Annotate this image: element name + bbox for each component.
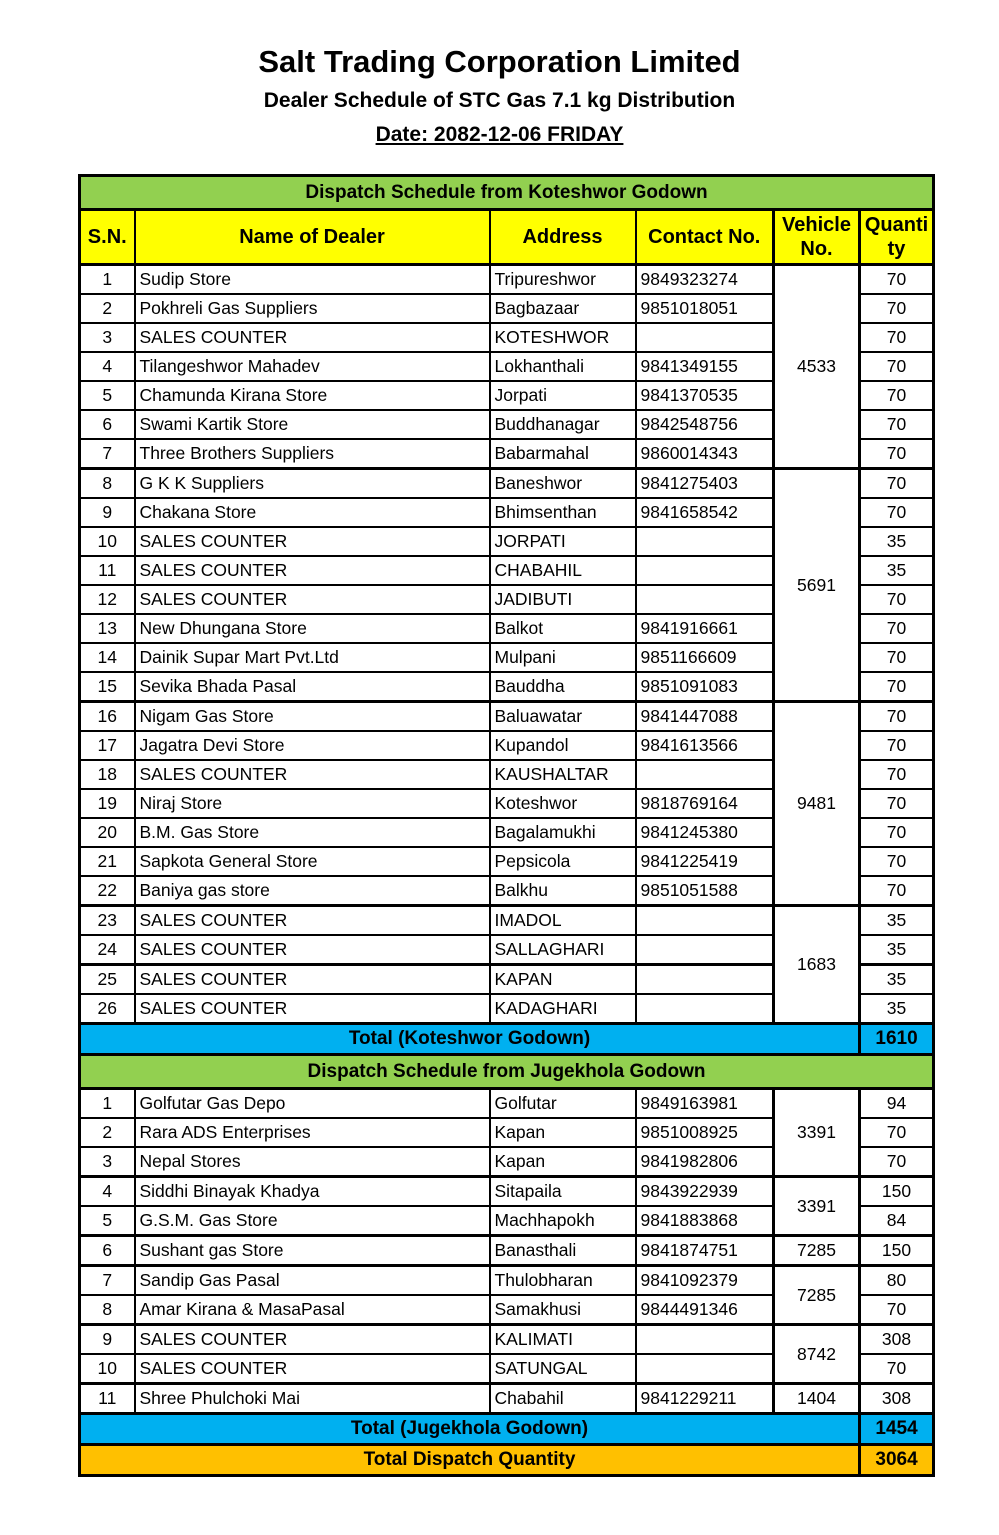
cell-quantity: 94 [860,1089,934,1119]
cell-quantity: 35 [860,994,934,1024]
cell-quantity: 84 [860,1206,934,1236]
section-header-row [80,1055,934,1089]
cell-quantity: 35 [860,906,934,936]
table-row [80,1177,934,1207]
cell-sn: 1 [80,1089,135,1119]
cell-name: Three Brothers Suppliers [135,439,490,469]
cell-address: Baluawatar [490,702,636,732]
cell-contact [636,527,774,556]
cell-address: Machhapokh [490,1206,636,1236]
cell-vehicle: 4533 [774,265,860,469]
cell-contact: 9841874751 [636,1236,774,1266]
cell-name: Chakana Store [135,498,490,527]
column-header-name: Name of Dealer [135,210,490,265]
cell-name: Chamunda Kirana Store [135,381,490,410]
cell-sn: 15 [80,672,135,702]
cell-address: Babarmahal [490,439,636,469]
cell-sn: 26 [80,994,135,1024]
cell-contact [636,760,774,789]
cell-quantity: 70 [860,643,934,672]
table-row [80,1236,934,1266]
cell-address: Bagbazaar [490,294,636,323]
cell-contact: 9851091083 [636,672,774,702]
cell-address: Buddhanagar [490,410,636,439]
cell-address: Bauddha [490,672,636,702]
cell-quantity: 35 [860,935,934,965]
grand-total-row [80,1445,934,1476]
cell-name: Sushant gas Store [135,1236,490,1266]
cell-address: KALIMATI [490,1325,636,1355]
section-total-label: Total (Jugekhola Godown) [80,1414,860,1445]
cell-vehicle: 8742 [774,1325,860,1384]
cell-contact: 9841275403 [636,469,774,499]
cell-vehicle: 5691 [774,469,860,702]
cell-address: Kapan [490,1118,636,1147]
cell-name: SALES COUNTER [135,1354,490,1384]
cell-quantity: 70 [860,760,934,789]
cell-address: Banasthali [490,1236,636,1266]
section-total-quantity: 1454 [860,1414,934,1445]
cell-name: G K K Suppliers [135,469,490,499]
cell-quantity: 70 [860,294,934,323]
cell-name: SALES COUNTER [135,323,490,352]
cell-address: SATUNGAL [490,1354,636,1384]
column-header-address: Address [490,210,636,265]
cell-name: SALES COUNTER [135,935,490,965]
cell-contact: 9818769164 [636,789,774,818]
cell-address: Koteshwor [490,789,636,818]
cell-name: SALES COUNTER [135,760,490,789]
cell-contact: 9841447088 [636,702,774,732]
cell-sn: 6 [80,410,135,439]
cell-address: Kupandol [490,731,636,760]
page-title: Salt Trading Corporation Limited [258,44,741,79]
cell-quantity: 70 [860,410,934,439]
cell-name: Golfutar Gas Depo [135,1089,490,1119]
cell-sn: 22 [80,876,135,906]
cell-quantity: 35 [860,965,934,995]
cell-contact [636,585,774,614]
cell-contact [636,994,774,1024]
dispatch-table [78,174,935,1477]
cell-address: KADAGHARI [490,994,636,1024]
cell-sn: 25 [80,965,135,995]
cell-address: JADIBUTI [490,585,636,614]
cell-quantity: 70 [860,1295,934,1325]
table-row [80,1325,934,1355]
cell-contact [636,906,774,936]
cell-address: Chabahil [490,1384,636,1414]
cell-contact [636,1325,774,1355]
table-row [80,906,934,936]
cell-sn: 21 [80,847,135,876]
cell-name: Nigam Gas Store [135,702,490,732]
cell-sn: 9 [80,498,135,527]
cell-quantity: 150 [860,1177,934,1207]
cell-sn: 3 [80,323,135,352]
cell-name: B.M. Gas Store [135,818,490,847]
cell-sn: 11 [80,1384,135,1414]
cell-sn: 2 [80,294,135,323]
cell-name: SALES COUNTER [135,965,490,995]
cell-contact: 9842548756 [636,410,774,439]
section-header-row [80,176,934,210]
cell-sn: 9 [80,1325,135,1355]
cell-name: SALES COUNTER [135,994,490,1024]
cell-contact: 9851051588 [636,876,774,906]
cell-quantity: 70 [860,265,934,295]
grand-total-quantity: 3064 [860,1445,934,1476]
cell-address: Lokhanthali [490,352,636,381]
cell-sn: 4 [80,1177,135,1207]
cell-name: Sevika Bhada Pasal [135,672,490,702]
cell-contact: 9841349155 [636,352,774,381]
cell-vehicle: 7285 [774,1236,860,1266]
cell-address: Mulpani [490,643,636,672]
cell-name: Rara ADS Enterprises [135,1118,490,1147]
cell-sn: 12 [80,585,135,614]
page-subtitle: Dealer Schedule of STC Gas 7.1 kg Distribution [263,89,736,112]
cell-quantity: 70 [860,702,934,732]
cell-contact [636,323,774,352]
cell-quantity: 80 [860,1266,934,1296]
document-header [0,0,999,148]
cell-sn: 4 [80,352,135,381]
cell-address: Thulobharan [490,1266,636,1296]
column-header-sn: S.N. [80,210,135,265]
cell-name: Tilangeshwor Mahadev [135,352,490,381]
cell-quantity: 35 [860,527,934,556]
cell-contact: 9841092379 [636,1266,774,1296]
cell-sn: 8 [80,1295,135,1325]
cell-sn: 7 [80,439,135,469]
cell-quantity: 308 [860,1384,934,1414]
cell-quantity: 70 [860,876,934,906]
cell-quantity: 70 [860,1118,934,1147]
cell-address: Bhimsenthan [490,498,636,527]
cell-name: Nepal Stores [135,1147,490,1177]
cell-address: Balkhu [490,876,636,906]
cell-vehicle: 1404 [774,1384,860,1414]
cell-sn: 17 [80,731,135,760]
cell-contact [636,965,774,995]
cell-address: Bagalamukhi [490,818,636,847]
cell-contact [636,556,774,585]
cell-name: Dainik Supar Mart Pvt.Ltd [135,643,490,672]
cell-quantity: 150 [860,1236,934,1266]
cell-address: Sitapaila [490,1177,636,1207]
cell-quantity: 70 [860,352,934,381]
cell-quantity: 70 [860,381,934,410]
cell-address: KOTESHWOR [490,323,636,352]
section-header: Dispatch Schedule from Jugekhola Godown [80,1055,934,1089]
table-row [80,469,934,499]
cell-quantity: 70 [860,614,934,643]
cell-contact: 9844491346 [636,1295,774,1325]
cell-name: SALES COUNTER [135,1325,490,1355]
cell-contact: 9841658542 [636,498,774,527]
cell-contact: 9851018051 [636,294,774,323]
cell-address: IMADOL [490,906,636,936]
cell-address: Samakhusi [490,1295,636,1325]
section-total-label: Total (Koteshwor Godown) [80,1024,860,1055]
cell-contact: 9841225419 [636,847,774,876]
cell-quantity: 70 [860,1354,934,1384]
cell-address: Baneshwor [490,469,636,499]
cell-quantity: 70 [860,469,934,499]
cell-sn: 3 [80,1147,135,1177]
cell-name: Amar Kirana & MasaPasal [135,1295,490,1325]
table-row [80,265,934,295]
cell-name: Siddhi Binayak Khadya [135,1177,490,1207]
cell-name: New Dhungana Store [135,614,490,643]
cell-sn: 20 [80,818,135,847]
table-body [80,265,934,1445]
cell-name: G.S.M. Gas Store [135,1206,490,1236]
section-header: Dispatch Schedule from Koteshwor Godown [80,176,934,210]
cell-name: SALES COUNTER [135,556,490,585]
cell-contact: 9841229211 [636,1384,774,1414]
cell-quantity: 70 [860,847,934,876]
section-total-quantity: 1610 [860,1024,934,1055]
cell-sn: 6 [80,1236,135,1266]
cell-quantity: 70 [860,731,934,760]
cell-vehicle: 3391 [774,1089,860,1177]
cell-quantity: 70 [860,672,934,702]
cell-address: KAUSHALTAR [490,760,636,789]
section-total-row [80,1414,934,1445]
cell-name: Niraj Store [135,789,490,818]
cell-quantity: 70 [860,789,934,818]
cell-sn: 7 [80,1266,135,1296]
grand-total-label: Total Dispatch Quantity [80,1445,860,1476]
cell-address: JORPATI [490,527,636,556]
cell-sn: 13 [80,614,135,643]
cell-address: Jorpati [490,381,636,410]
cell-quantity: 70 [860,818,934,847]
cell-name: SALES COUNTER [135,906,490,936]
cell-name: Jagatra Devi Store [135,731,490,760]
cell-sn: 18 [80,760,135,789]
date-line: Date: 2082-12-06 FRIDAY [375,123,624,146]
table-row [80,1384,934,1414]
cell-contact: 9843922939 [636,1177,774,1207]
cell-address: Kapan [490,1147,636,1177]
cell-sn: 10 [80,1354,135,1384]
cell-contact: 9841245380 [636,818,774,847]
cell-quantity: 70 [860,585,934,614]
cell-vehicle: 9481 [774,702,860,906]
cell-address: KAPAN [490,965,636,995]
cell-sn: 24 [80,935,135,965]
cell-quantity: 308 [860,1325,934,1355]
cell-sn: 14 [80,643,135,672]
cell-name: Baniya gas store [135,876,490,906]
cell-name: Pokhreli Gas Suppliers [135,294,490,323]
cell-quantity: 70 [860,498,934,527]
cell-contact: 9860014343 [636,439,774,469]
cell-sn: 5 [80,381,135,410]
cell-sn: 8 [80,469,135,499]
cell-contact: 9851008925 [636,1118,774,1147]
cell-name: SALES COUNTER [135,527,490,556]
cell-name: Sandip Gas Pasal [135,1266,490,1296]
cell-sn: 5 [80,1206,135,1236]
cell-contact: 9849323274 [636,265,774,295]
cell-address: Pepsicola [490,847,636,876]
cell-quantity: 35 [860,556,934,585]
cell-contact [636,935,774,965]
cell-contact: 9851166609 [636,643,774,672]
cell-address: SALLAGHARI [490,935,636,965]
cell-name: Sapkota General Store [135,847,490,876]
cell-sn: 1 [80,265,135,295]
column-header-row [80,210,934,265]
cell-contact: 9841916661 [636,614,774,643]
column-header-quantity: Quantity [860,210,934,265]
cell-name: Shree Phulchoki Mai [135,1384,490,1414]
cell-address: CHABAHIL [490,556,636,585]
cell-sn: 16 [80,702,135,732]
column-header-contact: Contact No. [636,210,774,265]
cell-contact: 9841982806 [636,1147,774,1177]
cell-quantity: 70 [860,439,934,469]
cell-address: Tripureshwor [490,265,636,295]
cell-sn: 10 [80,527,135,556]
cell-address: Balkot [490,614,636,643]
cell-name: SALES COUNTER [135,585,490,614]
cell-sn: 2 [80,1118,135,1147]
cell-contact: 9841613566 [636,731,774,760]
cell-sn: 19 [80,789,135,818]
section-total-row [80,1024,934,1055]
table-row [80,1266,934,1296]
cell-sn: 11 [80,556,135,585]
cell-quantity: 70 [860,323,934,352]
cell-address: Golfutar [490,1089,636,1119]
cell-contact: 9849163981 [636,1089,774,1119]
cell-vehicle: 7285 [774,1266,860,1325]
cell-contact [636,1354,774,1384]
cell-name: Swami Kartik Store [135,410,490,439]
cell-sn: 23 [80,906,135,936]
cell-contact: 9841883868 [636,1206,774,1236]
cell-quantity: 70 [860,1147,934,1177]
cell-name: Sudip Store [135,265,490,295]
cell-contact: 9841370535 [636,381,774,410]
table-row [80,1089,934,1119]
cell-vehicle: 3391 [774,1177,860,1236]
column-header-vehicle: Vehicle No. [774,210,860,265]
cell-vehicle: 1683 [774,906,860,1024]
table-row [80,702,934,732]
